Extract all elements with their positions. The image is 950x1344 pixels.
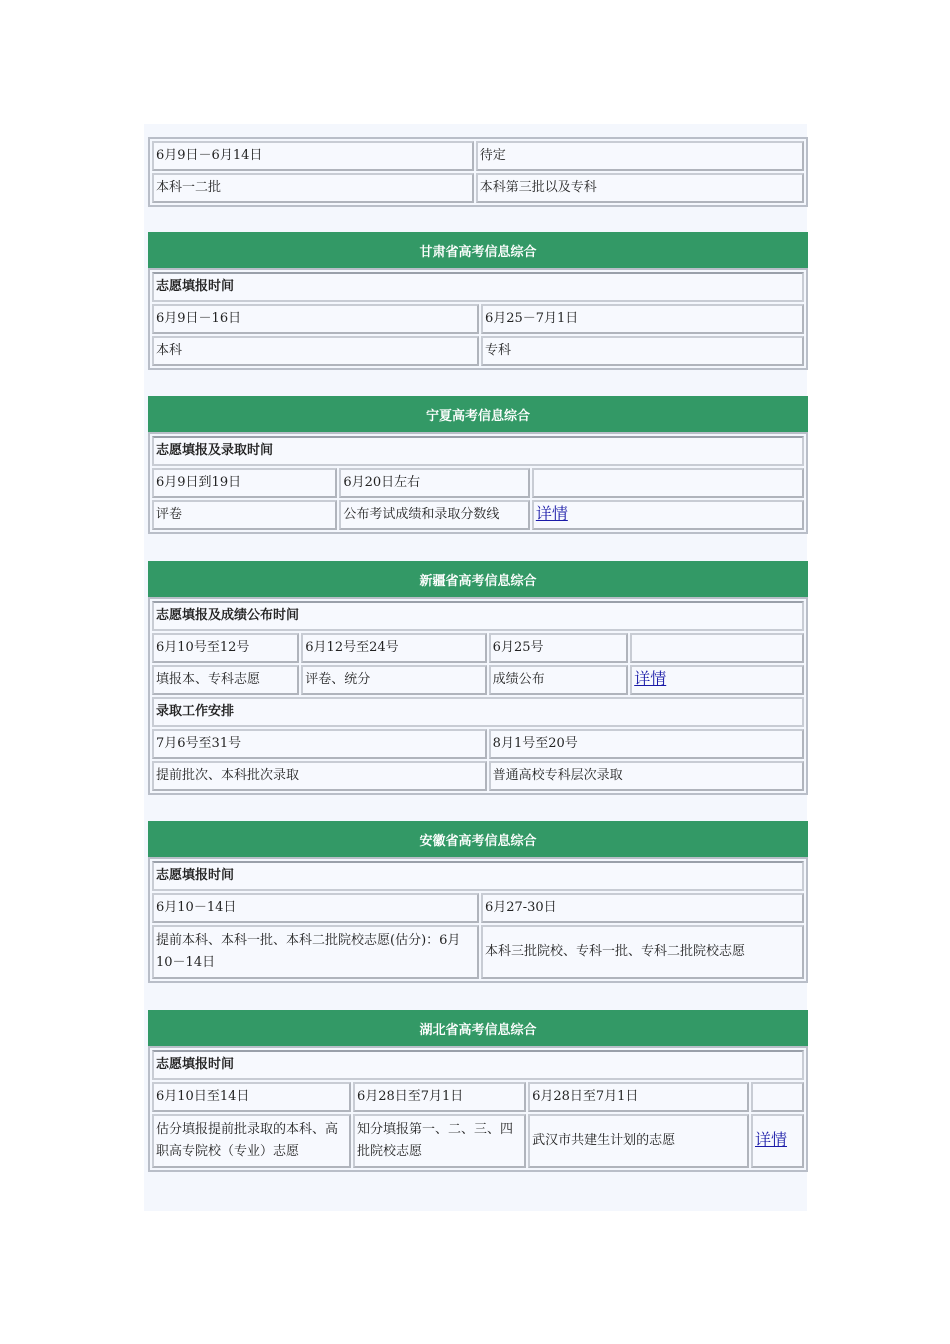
cell <box>630 665 804 695</box>
table-row <box>152 304 804 334</box>
details-link[interactable]: 详情 <box>634 669 667 688</box>
gansu-title-bar <box>148 232 808 268</box>
cell <box>751 1082 804 1112</box>
cell <box>532 500 804 530</box>
cell: 6月9日到19日 <box>152 468 337 498</box>
cell: 提前批次、本科批次录取 <box>152 761 487 791</box>
hubei-title-bar <box>148 1010 808 1046</box>
cell: 6月10号至12号 <box>152 633 299 663</box>
cell: 武汉市共建生计划的志愿 <box>528 1114 749 1168</box>
cell: 6月28日至7月1日 <box>353 1082 526 1112</box>
cell: 本科第三批以及专科 <box>476 173 804 203</box>
table-heading: 志愿填报时间 <box>152 861 804 891</box>
table-row <box>152 925 804 979</box>
cell: 7月6号至31号 <box>152 729 487 759</box>
table-row <box>152 141 804 171</box>
cell: 成绩公布 <box>489 665 629 695</box>
section-title: 甘肃省高考信息综合 <box>419 244 537 260</box>
section-title: 新疆省高考信息综合 <box>419 573 537 589</box>
cell: 6月9日－6月14日 <box>152 141 474 171</box>
cell: 6月25号 <box>489 633 629 663</box>
xinjiang-table <box>148 597 808 795</box>
table-row <box>152 500 804 530</box>
cell: 本科 <box>152 336 479 366</box>
cell: 本科三批院校、专科一批、专科二批院校志愿 <box>481 925 804 979</box>
details-link[interactable]: 详情 <box>535 504 568 523</box>
ningxia-title-bar <box>148 396 808 432</box>
section-title: 宁夏高考信息综合 <box>425 408 530 424</box>
cell: 公布考试成绩和录取分数线 <box>339 500 530 530</box>
cell <box>532 468 804 498</box>
table-row <box>152 893 804 923</box>
cell: 6月12号至24号 <box>301 633 486 663</box>
cell: 6月28日至7月1日 <box>528 1082 749 1112</box>
table-row <box>152 468 804 498</box>
table-row <box>152 1082 804 1112</box>
cell: 6月10日至14日 <box>152 1082 351 1112</box>
table-row <box>152 761 804 791</box>
details-link[interactable]: 详情 <box>755 1130 788 1149</box>
cell: 普通高校专科层次录取 <box>489 761 804 791</box>
cell: 估分填报提前批录取的本科、高职高专院校（专业）志愿 <box>152 1114 351 1168</box>
cell: 专科 <box>481 336 804 366</box>
cell: 待定 <box>476 141 804 171</box>
cell <box>751 1114 804 1168</box>
table-heading: 志愿填报时间 <box>152 1050 804 1080</box>
cell: 6月9日－16日 <box>152 304 479 334</box>
table-row <box>152 665 804 695</box>
cell <box>630 633 804 663</box>
table-row <box>152 1114 804 1168</box>
cell: 8月1号至20号 <box>489 729 804 759</box>
table-subheading: 录取工作安排 <box>152 697 804 727</box>
anhui-table <box>148 857 808 983</box>
cell: 知分填报第一、二、三、四批院校志愿 <box>353 1114 526 1168</box>
top-schedule-table <box>148 137 808 207</box>
cell: 6月25－7月1日 <box>481 304 804 334</box>
table-heading: 志愿填报时间 <box>152 272 804 302</box>
table-row <box>152 729 804 759</box>
table-row <box>152 336 804 366</box>
xinjiang-title-bar <box>148 561 808 597</box>
table-heading: 志愿填报及录取时间 <box>152 436 804 466</box>
table-row <box>152 173 804 203</box>
hubei-table <box>148 1046 808 1172</box>
anhui-title-bar <box>148 821 808 857</box>
cell: 6月20日左右 <box>339 468 530 498</box>
cell: 填报本、专科志愿 <box>152 665 299 695</box>
cell: 评卷 <box>152 500 337 530</box>
section-title: 湖北省高考信息综合 <box>419 1022 537 1038</box>
gansu-table <box>148 268 808 370</box>
table-row <box>152 633 804 663</box>
cell: 本科一二批 <box>152 173 474 203</box>
cell: 提前本科、本科一批、本科二批院校志愿(估分)：6月10－14日 <box>152 925 479 979</box>
cell: 6月27-30日 <box>481 893 804 923</box>
cell: 评卷、统分 <box>301 665 486 695</box>
table-heading: 志愿填报及成绩公布时间 <box>152 601 804 631</box>
cell: 6月10－14日 <box>152 893 479 923</box>
ningxia-table <box>148 432 808 534</box>
section-title: 安徽省高考信息综合 <box>419 833 537 849</box>
